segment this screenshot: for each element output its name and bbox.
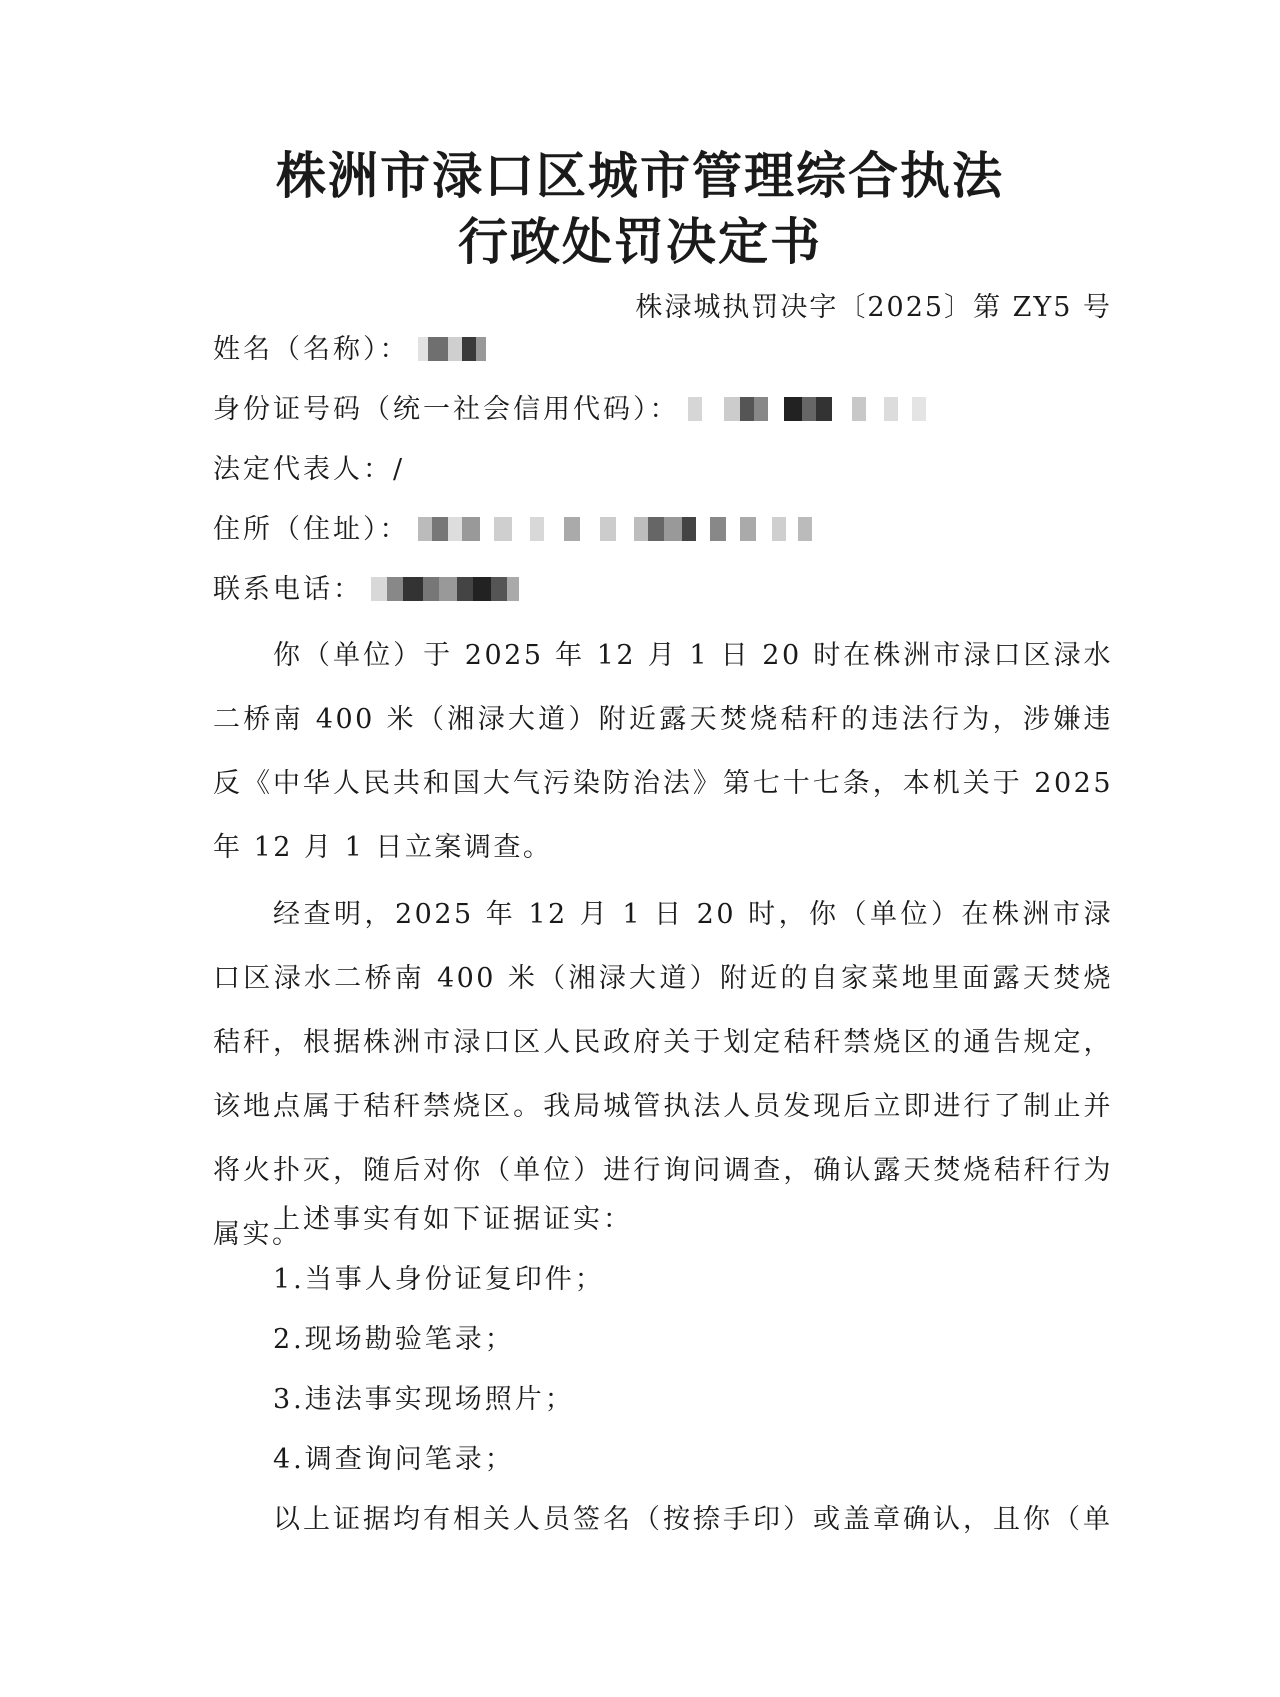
evidence-item-4: 4.调查询问笔录； bbox=[273, 1444, 515, 1475]
address-label: 住所（住址）： bbox=[213, 514, 410, 545]
address-redaction bbox=[418, 517, 918, 541]
evidence-item-1: 1.当事人身份证复印件； bbox=[273, 1264, 605, 1295]
name-label: 姓名（名称）： bbox=[213, 334, 410, 365]
id-number-label: 身份证号码（统一社会信用代码）： bbox=[213, 394, 680, 425]
document-title-line2: 行政处罚决定书 bbox=[458, 213, 822, 271]
document-title-line1: 株洲市渌口区城市管理综合执法 bbox=[276, 147, 1004, 205]
paragraph-investigation-findings: 经查明，2025 年 12 月 1 日 20 时，你（单位）在株洲市渌口区渌水二桥南 400 米（湘渌大道）附近的自家菜地里面露天焚烧秸秆，根据株洲市渌口区人民政府关于划定秸秆禁烧区的通告规定，该地点属于秸秆禁烧区。我局城管执法人员发现后立即进行了制止并将火扑灭，随后对你（单位）进行询问调查，确认露天焚烧秸秆行为属实。 bbox=[213, 899, 1113, 1250]
phone-field bbox=[213, 572, 531, 608]
legal-representative-label: 法定代表人： bbox=[213, 454, 393, 485]
id-number-field bbox=[213, 392, 968, 428]
name-redaction bbox=[418, 337, 498, 361]
legal-representative-field bbox=[213, 452, 405, 488]
id-number-redaction bbox=[688, 397, 968, 421]
paragraph-case-filing: 你（单位）于 2025 年 12 月 1 日 20 时在株洲市渌口区渌水二桥南 400 米（湘渌大道）附近露天焚烧秸秆的违法行为，涉嫌违反《中华人民共和国大气污染防治法》第七十七条，本机关于 2025 年 12 月 1 日立案调查。 bbox=[213, 640, 1113, 863]
evidence-item-2: 2.现场勘验笔录； bbox=[273, 1324, 515, 1355]
evidence-item-3: 3.违法事实现场照片； bbox=[273, 1384, 575, 1415]
evidence-intro: 上述事实有如下证据证实： bbox=[273, 1204, 633, 1235]
legal-representative-value: / bbox=[393, 454, 406, 485]
paragraph-evidence-confirmation: 以上证据均有相关人员签名（按捺手印）或盖章确认，且你（单 bbox=[273, 1504, 1113, 1535]
document-number: 株渌城执罚决字〔2025〕第 ZY5 号 bbox=[635, 292, 1112, 323]
phone-label: 联系电话： bbox=[213, 574, 363, 605]
phone-redaction bbox=[371, 577, 531, 601]
address-field bbox=[213, 512, 918, 548]
name-field bbox=[213, 332, 498, 368]
